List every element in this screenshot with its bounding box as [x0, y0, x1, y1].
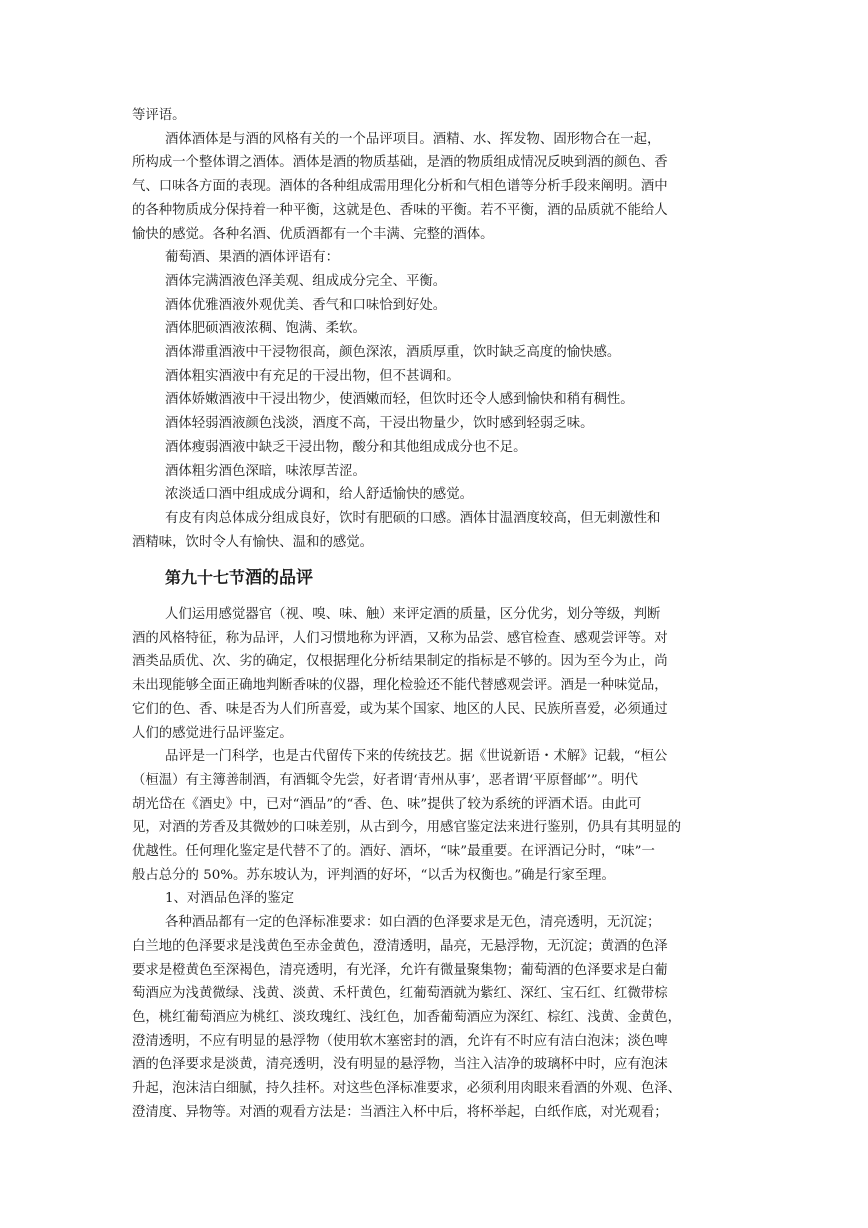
- text-line: 酒的色泽要求是淡黄，清亮透明，没有明显的悬浮物，当注入洁净的玻璃杯中时，应有泡沫: [132, 1057, 668, 1073]
- text-line: （桓温）有主簿善制酒，有酒辄令先尝，好者谓‘青州从事’，恶者谓‘平原督邮’”。明代: [132, 772, 638, 788]
- text-line: 酒体优雅酒液外观优美、香气和口味恰到好处。: [165, 297, 447, 313]
- text-line: 的各种物质成分保持着一种平衡，这就是色、香味的平衡。若不平衡，酒的品质就不能给人: [132, 202, 668, 218]
- text-line: 胡光岱在《酒史》中，已对“酒品”的“香、色、味”提供了较为系统的评酒术语。由此可: [132, 796, 642, 812]
- text-line: 有皮有肉总体成分组成良好，饮时有肥硕的口感。酒体甘温酒度较高，但无刺激性和: [165, 510, 661, 526]
- text-line: 葡萄酒、果酒的酒体评语有：: [165, 250, 340, 266]
- text-line: 酒体娇嫩酒液中干浸出物少，使酒嫩而轻，但饮时还令人感到愉快和稍有稠性。: [165, 392, 634, 408]
- text-line: 升起，泡沫洁白细腻，持久挂杯。对这些色泽标准要求，必须利用肉眼来看酒的外观、色泽、: [132, 1081, 682, 1096]
- text-line: 酒精味，饮时令人有愉快、温和的感觉。: [132, 534, 374, 550]
- text-line: 色，桃红葡萄酒应为桃红、淡玫瑰红、浅红色，加香葡萄酒应为深红、棕红、浅黄、金黄色，: [132, 1009, 682, 1025]
- text-line: 人们的感觉进行品评鉴定。: [132, 725, 293, 741]
- text-line: 气、口味各方面的表现。酒体的各种组成需用理化分析和气相色谱等分析手段来阐明。酒中: [132, 179, 668, 195]
- text-line: 它们的色、香、味是否为人们所喜爱，或为某个国家、地区的人民、民族所喜爱，必须通过: [132, 701, 668, 717]
- text-line: 白兰地的色泽要求是浅黄色至赤金黄色，澄清透明，晶亮，无悬浮物，无沉淀；黄酒的色泽: [132, 938, 668, 954]
- text-line: 各种酒品都有一定的色泽标准要求：如白酒的色泽要求是无色，清亮透明，无沉淀；: [165, 915, 661, 931]
- section-heading: [165, 566, 313, 590]
- text-line: 萄酒应为浅黄微绿、浅黄、淡黄、禾杆黄色，红葡萄酒就为紫红、深红、宝石红、红微带棕: [132, 986, 668, 1002]
- text-line: 酒体瘦弱酒液中缺乏干浸出物，酸分和其他组成成分也不足。: [165, 439, 527, 455]
- text-line: 未出现能够全面正确地判断香味的仪器，理化检验还不能代替感观尝评。酒是一种味觉品，: [132, 678, 668, 694]
- heading-title: 酒的品评: [245, 568, 314, 588]
- text-line: 酒体酒体是与酒的风格有关的一个品评项目。酒精、水、挥发物、固形物合在一起，: [165, 131, 661, 147]
- text-line: 澄清透明，不应有明显的悬浮物（使用软木塞密封的酒，允许有不时应有洁白泡沫；淡色啤: [132, 1033, 668, 1049]
- text-line: 酒体粗劣酒色深暗，味浓厚苦涩。: [165, 463, 366, 479]
- text-line: 品评是一门科学，也是古代留传下来的传统技艺。据《世说新语・术解》记载，“桓公: [165, 749, 668, 765]
- text-line: 人们运用感觉器官（视、嗅、味、触）来评定酒的质量，区分优劣，划分等级，判断: [165, 607, 661, 622]
- text-line: 酒体肥硕酒液浓稠、饱满、柔软。: [165, 321, 366, 337]
- text-line: 酒体粗实酒液中有充足的干浸出物，但不甚调和。: [165, 368, 460, 384]
- text-line: 要求是橙黄色至深褐色，清亮透明，有光泽，允许有微量聚集物；葡萄酒的色泽要求是白葡: [132, 962, 668, 978]
- text-line: 愉快的感觉。各种名酒、优质酒都有一个丰满、完整的酒体。: [132, 226, 494, 242]
- text-line: 澄清度、异物等。对酒的观看方法是：当酒注入杯中后，将杯举起，白纸作底，对光观看；: [132, 1104, 668, 1120]
- text-line: 等评语。: [132, 108, 186, 123]
- text-line: 优越性。任何理化鉴定是代替不了的。酒好、酒坏，“味”最重要。在评酒记分时，“味”一: [132, 844, 655, 859]
- text-line: 酒体滞重酒液中干浸物很高，颜色深浓，酒质厚重，饮时缺乏高度的愉快感。: [165, 345, 621, 360]
- text-line: 浓淡适口酒中组成成分调和，给人舒适愉快的感觉。: [165, 487, 473, 503]
- text-line: 酒体轻弱酒液颜色浅淡，酒度不高，干浸出物量少，饮时感到轻弱乏味。: [165, 416, 594, 432]
- text-line: 所构成一个整体谓之酒体。酒体是酒的物质基础，是酒的物质组成情况反映到酒的颜色、香: [132, 155, 668, 171]
- text-line: 酒类品质优、次、劣的确定，仅根据理化分析结果制定的指标是不够的。因为至今为止，尚: [132, 654, 668, 670]
- text-line: 1、对酒品色泽的鉴定: [165, 891, 295, 907]
- text-line: 般占总分的 50%。苏东坡认为，评判酒的好坏，“以舌为权衡也。”确是行家至理。: [132, 867, 615, 883]
- heading-prefix: 第九十七节: [165, 568, 246, 587]
- text-line: 见，对酒的芳香及其微妙的口味差别，从古到今，用感官鉴定法来进行鉴别，仍具有其明显的: [132, 820, 682, 836]
- text-line: 酒体完满酒液色泽美观、组成成分完全、平衡。: [165, 273, 447, 289]
- text-line: 酒的风格特征，称为品评，人们习惯地称为评酒，又称为品尝、感官检查、感观尝评等。对: [132, 630, 668, 646]
